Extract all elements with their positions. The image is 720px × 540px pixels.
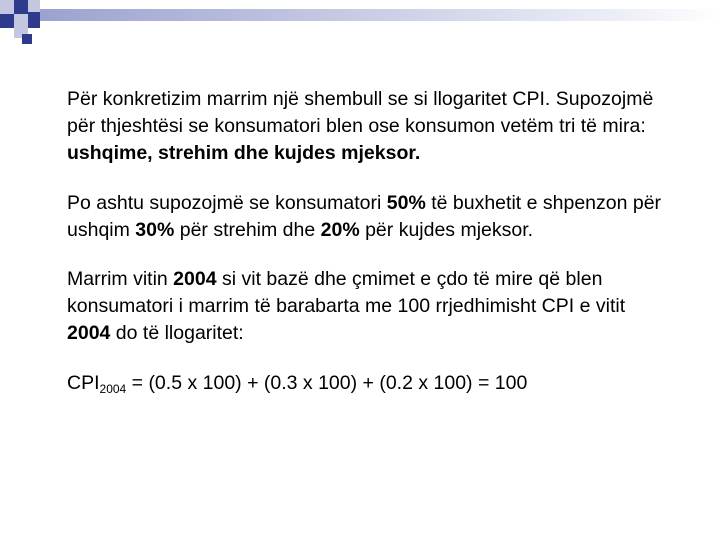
- decor-square: [0, 14, 14, 28]
- text-segment-bold: 2004: [67, 322, 111, 344]
- text-segment-bold: 2004: [173, 268, 217, 290]
- text-segment: të buxhetit e shpenzon për ushqim: [67, 192, 662, 241]
- text-segment: për strehim dhe: [174, 219, 321, 241]
- text-segment: si vit bazë dhe çmimet e çdo të mire që blen konsumatori i marrim të barabarta me 100 rrjedhimisht CPI e vitit: [67, 268, 626, 317]
- text-segment-bold: 30%: [135, 219, 175, 241]
- formula-line: [67, 370, 667, 397]
- decor-square: [14, 14, 28, 28]
- decor-square: [0, 0, 14, 14]
- header-gradient-bar: [40, 9, 720, 21]
- paragraph-budget: [67, 190, 667, 244]
- text-segment: Për konkretizim marrim një shembull se si llogaritet CPI. Supozojmë për thjeshtësi se konsumatori blen ose konsumon vetëm tri të mira:: [67, 88, 654, 137]
- formula-expression: = (0.5 x 100) + (0.3 x 100) + (0.2 x 100) = 100: [126, 372, 528, 394]
- slide-body: [67, 86, 667, 397]
- text-segment: Po ashtu supozojmë se konsumatori: [67, 192, 387, 214]
- text-segment-bold: ushqime, strehim dhe kujdes mjeksor.: [67, 142, 421, 164]
- text-segment-bold: 50%: [386, 192, 426, 214]
- decor-square: [28, 0, 40, 12]
- paragraph-base-year: [67, 266, 667, 347]
- formula-subscript: 2004: [99, 382, 127, 396]
- text-segment: do të llogaritet:: [110, 322, 244, 344]
- text-segment: Marrim vitin: [67, 268, 174, 290]
- decor-square: [22, 34, 32, 44]
- decor-square: [14, 0, 28, 14]
- text-segment: për kujdes mjeksor.: [359, 219, 534, 241]
- formula-prefix: CPI: [67, 372, 100, 394]
- decor-square: [28, 12, 40, 28]
- text-segment-bold: 20%: [320, 219, 360, 241]
- paragraph-intro: [67, 86, 667, 167]
